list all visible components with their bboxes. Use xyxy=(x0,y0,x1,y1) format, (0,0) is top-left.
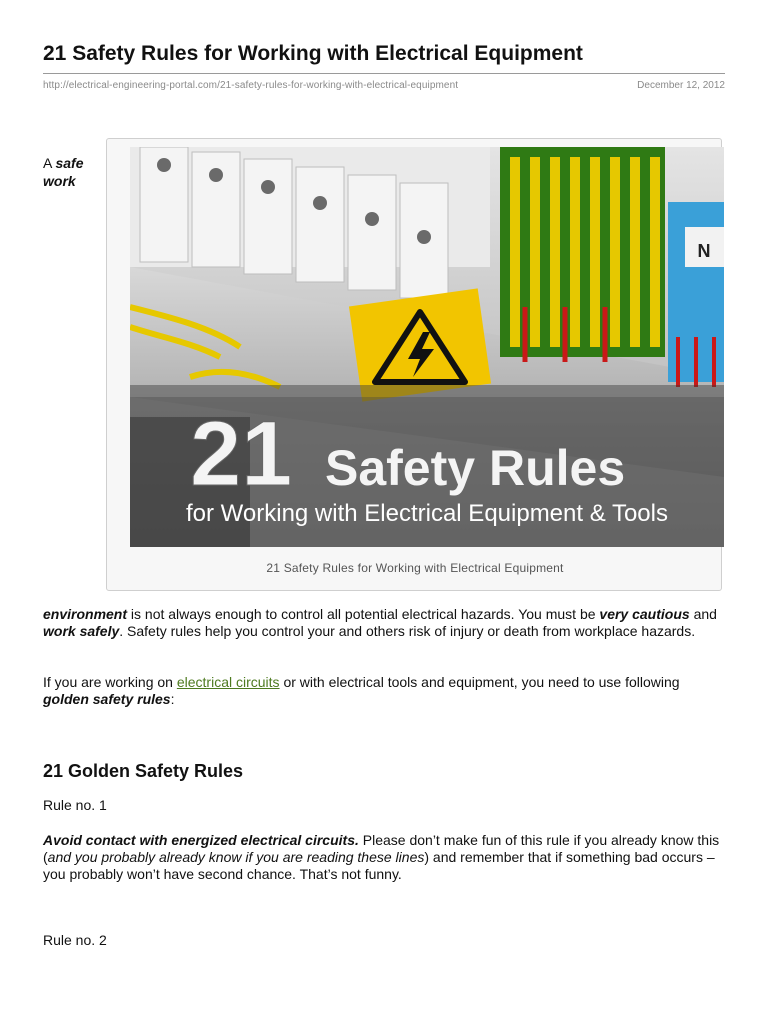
article-figure xyxy=(106,138,722,591)
paragraph-circuits xyxy=(43,674,725,708)
figure-caption: 21 Safety Rules for Working with Electrical Equipment xyxy=(266,561,564,575)
intro-a: A xyxy=(43,155,52,171)
headline-words: Safety Rules xyxy=(325,440,626,496)
headline-number: 21 xyxy=(190,403,293,505)
rule-2-label: Rule no. 2 xyxy=(43,932,107,948)
p2-text-2: or with electrical tools and equipment, you need to use following xyxy=(279,674,680,690)
intro-text xyxy=(43,154,99,190)
p1-text-2: and xyxy=(689,606,717,622)
p2-text-3: : xyxy=(170,691,175,707)
rule-1-text xyxy=(43,832,725,883)
section-heading: 21 Golden Safety Rules xyxy=(43,761,244,781)
featured-image xyxy=(130,147,724,547)
p1-cautious: cautious xyxy=(632,606,690,622)
panel-label: N xyxy=(697,241,711,261)
headline-sub: for Working with Electrical Equipment & Tools xyxy=(186,500,668,527)
article-title: 21 Safety Rules for Working with Electrical Equipment xyxy=(43,42,583,65)
paragraph-environment xyxy=(43,606,725,640)
p1-text-3: . Safety rules help you control your and others risk of injury or death from workplace hazards. xyxy=(119,623,696,639)
article-date: December 12, 2012 xyxy=(637,80,725,91)
p1-very: very xyxy=(599,606,629,622)
electrical-circuits-link[interactable]: electrical circuits xyxy=(176,674,280,690)
rule-1-label: Rule no. 1 xyxy=(43,797,107,813)
rule-1-bold: Avoid contact with energized electrical circuits. xyxy=(43,832,359,848)
intro-work: work xyxy=(43,173,76,189)
p1-work-safely: work safely xyxy=(43,623,120,639)
electrical-panel-image xyxy=(130,147,724,547)
rule-1-text-1: Please don’t make fun of this rule if you already know this ( xyxy=(43,832,720,865)
p2-golden: golden safety rules xyxy=(43,691,171,707)
blue-terminals xyxy=(668,202,724,387)
p2-text-1: If you are working on xyxy=(43,674,177,690)
intro-safe: safe xyxy=(55,155,84,171)
p1-text-1: is not always enough to control all potential electrical hazards. You must be xyxy=(127,606,600,622)
rule-1-text-2: ) and remember that if something bad occurs – you probably won’t have second chance. That’s not funny. xyxy=(43,849,715,882)
p1-environment: environment xyxy=(43,606,128,622)
warning-sign-icon xyxy=(349,288,491,401)
title-divider xyxy=(43,73,725,74)
rule-1-italic: and you probably already know if you are reading these lines xyxy=(47,849,425,865)
article-url[interactable]: http://electrical-engineering-portal.com/21-safety-rules-for-working-with-electrical-equipment xyxy=(43,80,459,91)
terminal-blocks xyxy=(500,147,665,362)
